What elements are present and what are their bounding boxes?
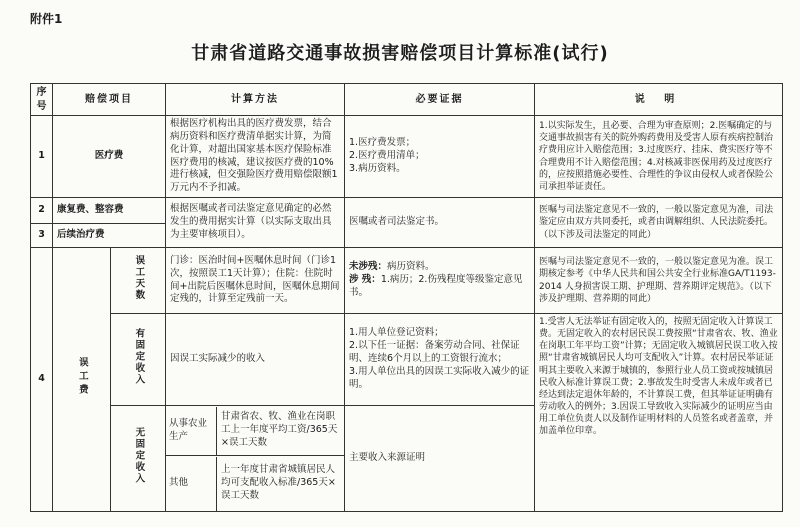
row-notes: 医嘱与司法鉴定意见不一致的，一般以鉴定意见为准，司法鉴定应由双方共同委托，或者由调解组织、人民法院委托。（以下涉及司法鉴定的同此） — [535, 198, 783, 248]
header-method: 计算方法 — [166, 84, 345, 116]
sub-item-days-label: 误工天数 — [133, 255, 145, 302]
table-row — [31, 314, 783, 406]
row-method: 因误工实际减少的收入 — [166, 314, 345, 406]
sub-item-fixed-label: 有固定收入 — [133, 328, 145, 386]
sub-item-unfixed — [111, 406, 166, 512]
row-method: 门诊：医治时间+医嘱休息时间（门诊1次，按照误工1天计算）；住院：住院时间+出院后医嘱休息时间，医嘱休息期间定残的，计算至定残前一天。 — [166, 248, 345, 314]
other-method: 上一年度甘肃省城镇居民人均可支配收入标准/365天×误工天数 — [221, 464, 336, 501]
other-label: 其他 — [166, 457, 217, 511]
table-row — [31, 198, 783, 224]
row-no: 3 — [31, 224, 53, 248]
row-method-other — [166, 456, 345, 512]
row-method: 根据医疗机构出具的医疗费发票，结合病历资料和医疗费清单据实计算，为简化计算，对超出国家基本医疗保险标准医疗费用的核减，建议按医疗费的10%进行核减，但交强险医疗费用赔偿限额1万元内不予扣减。 — [166, 116, 345, 198]
row-item-label: 误工费 — [76, 356, 88, 398]
row-item: 康复费、整容费 — [53, 198, 166, 224]
row-notes: 1.受害人无法举证有固定收入的，按照无固定收入计算误工费。无固定收入的农村居民误工费按照“甘肃省农、牧、渔业在岗职工年平均工资”计算；无固定收入城镇居民误工收入按照“甘肃省城镇居民人均可支配收入”计算。农村居民举证证明其主要收入来源于城镇的，参照行业人员工资或按城镇居民收入标准计算误工费；2.事故发生时受害人未成年或者已经达到法定退休年龄的，不计算误工费，但其举证证明确有劳动收入的例外；3.因误工导致收入实际减少的证明应当由用工单位负责人以及制作证明材料的人员签名或者盖章，并加盖单位印章。 — [535, 314, 783, 512]
table-row — [31, 116, 783, 198]
table-header-row — [31, 84, 783, 116]
evidence-line — [349, 261, 530, 274]
row-no: 2 — [31, 198, 53, 224]
row-notes: 1.以实际发生，且必要、合理为审查原则；2.医嘱确定的与交通事故损害有关的院外购药费用及受害人原有疾病控制治疗费用应计入赔偿范围；3.过度医疗、挂床、费实医疗等不合理费用不计入赔偿范围；4.对核减非医保用药及过度医疗的，应按照措施必要性、合理性的争议由侵权人或者保险公司承担举证责任。 — [535, 116, 783, 198]
agri-label: 从事农业生产 — [166, 407, 217, 455]
row-item — [53, 248, 111, 512]
row-evidence: 主要收入来源证明 — [345, 406, 535, 512]
table-row — [31, 248, 783, 314]
row-method: 根据医嘱或者司法鉴定意见确定的必然发生的费用据实计算（以实际支取出具为主要审核项目）。 — [166, 198, 345, 248]
sub-item-days — [111, 248, 166, 314]
row-no: 4 — [31, 248, 53, 512]
row-method-agri — [166, 406, 345, 456]
evidence-label: 涉 残： — [349, 274, 381, 286]
agri-method: 甘肃省农、牧、渔业在岗职工上一年度平均工资/365天×误工天数 — [221, 411, 338, 448]
header-evidence: 必要证据 — [345, 84, 535, 116]
evidence-text: 病历资料。 — [387, 261, 435, 273]
header-no: 序号 — [31, 84, 53, 116]
evidence-line — [349, 274, 530, 300]
header-notes: 说 明 — [535, 84, 783, 116]
sub-item-fixed — [111, 314, 166, 406]
row-item: 医疗费 — [53, 116, 166, 198]
sub-item-unfixed-label: 无固定收入 — [133, 427, 145, 485]
row-evidence: 1.医疗费发票； 2.医疗费用清单； 3.病历资料。 — [345, 116, 535, 198]
document-title: 甘肃省道路交通事故损害赔偿项目计算标准(试行) — [191, 43, 609, 64]
attachment-label: 附件1 — [30, 12, 63, 26]
row-item: 后续治疗费 — [53, 224, 166, 248]
compensation-table — [30, 83, 783, 512]
header-item: 赔偿项目 — [53, 84, 166, 116]
row-no: 1 — [31, 116, 53, 198]
row-notes: 医嘱与司法鉴定意见不一致的，一般以鉴定意见为准。误工期核定参考《中华人民共和国公共安全行业标准GA/T1193-2014 人身损害误工期、护理期、营养期评定规范》。（以下涉及护理期、营养期的同此） — [535, 248, 783, 314]
row-evidence: 医嘱或者司法鉴定书。 — [345, 198, 535, 248]
row-evidence: 1.用人单位登记资料； 2.以下任一证据：备案劳动合同、社保证明、连续6个月以上的工资银行流水； 3.用人单位出具的因误工实际收入减少的证明。 — [345, 314, 535, 406]
evidence-label: 未涉残： — [349, 261, 388, 273]
evidence-text: 1.病历；2.伤残程度等级鉴定意见书。 — [349, 274, 523, 298]
row-evidence — [345, 248, 535, 314]
